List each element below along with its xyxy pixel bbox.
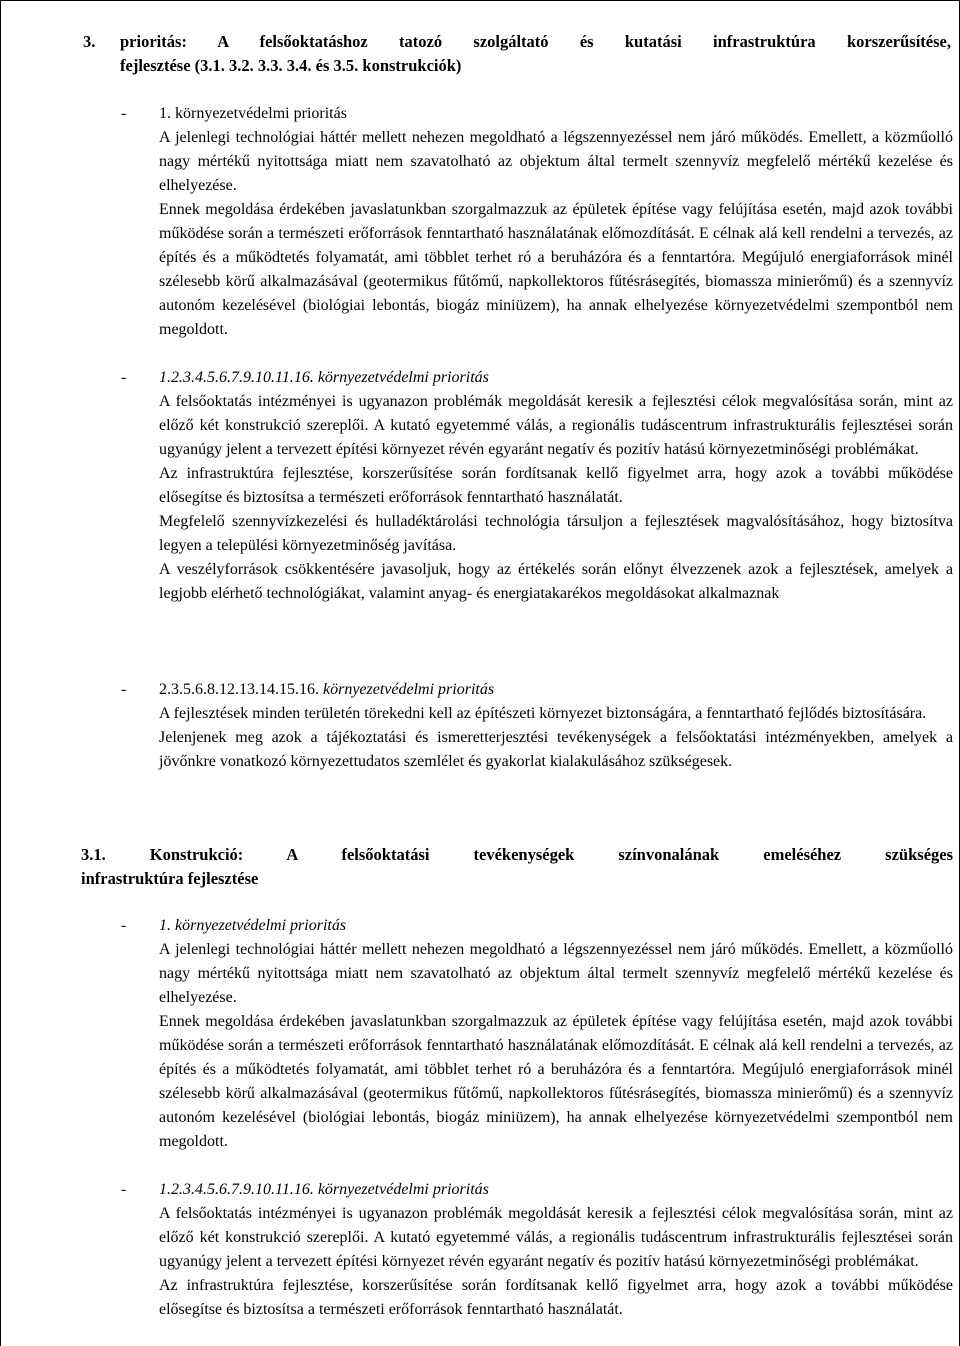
list-item	[121, 366, 953, 606]
list-dash: -	[121, 917, 127, 934]
item-paragraph: A fejlesztések minden területén törekedni kell az építészeti környezet biztonságára, a fenntartható fejlődés biztosítására.	[159, 705, 927, 722]
item-paragraph: Jelenjenek meg azok a tájékoztatási és ismeretterjesztési tevékenységek a felsőoktatási intézményekben, amelyek a jövőnkre vonatkozó környezettudatos szemlélet és gyakorlat kialakulásához szükségesek.	[159, 729, 953, 770]
item-title: 1. környezetvédelmi prioritás	[159, 917, 347, 934]
item-paragraph: Ennek megoldása érdekében javaslatunkban szorgalmazzuk az épületek építése vagy felújítása esetén, majd azok további működése során a természeti erőforrások fenntartható használatának előmozdítását. E célnak alá kell rendelni a tervezés, az építés és a működtetés folyamatát, ami többlet terhet ró a beruházóra és a fenntartóra. Megújuló energiaforrások minél szélesebb körű alkalmazásával (geotermikus fűtőmű, napkollektoros fűtésrásegítés, biomassza minierőmű) és a szennyvíz autonóm kezelésével (biológiai lebontás, biogáz miniüzem), ha annak elhelyezése környezetvédelmi szempontból nem megoldott.	[159, 201, 953, 338]
item-paragraph: A felsőoktatás intézményei is ugyanazon problémák megoldását keresik a fejlesztési célok megvalósítása során, mint az előző két konstrukció szereplői. A kutató egyetemmé válás, a regionális tudáscentrum infrastrukturális fejlesztései során ugyanúgy jelent a tervezett építési környezet révén egyaránt negatív és pozitív hatású környezetminőségi problémákat.	[159, 1205, 953, 1270]
list-dash: -	[121, 1181, 127, 1198]
list-item	[121, 678, 953, 774]
list-item	[121, 102, 953, 342]
list-item	[121, 914, 953, 1154]
item-title: 1. környezetvédelmi prioritás	[159, 105, 347, 122]
section-3-1-number: 3.1.	[81, 845, 106, 864]
item-paragraph: A felsőoktatás intézményei is ugyanazon problémák megoldását keresik a fejlesztési célok megvalósítása során, mint az előző két konstrukció szereplői. A kutató egyetemmé válás, a regionális tudáscentrum infrastrukturális fejlesztései során ugyanúgy jelent a tervezett építési környezet révén egyaránt negatív és pozitív hatású környezetminőségi problémákat.	[159, 393, 953, 458]
item-title: 1.2.3.4.5.6.7.9.10.11.16. környezetvédelmi prioritás	[159, 1181, 489, 1198]
section-3-1-heading	[81, 843, 953, 891]
item-title-number: 2.3.5.6.8.12.13.14.15.16.	[159, 681, 319, 698]
item-paragraph: Az infrastruktúra fejlesztése, korszerűsítése során fordítsanak kellő figyelmet arra, hogy azok a további működése elősegítse és biztosítsa a természeti erőforrások fenntartható használatát.	[159, 1277, 953, 1318]
list-dash: -	[121, 681, 127, 698]
section-3-1-title-line2: infrastruktúra fejlesztése	[81, 869, 259, 888]
item-paragraph: Megfelelő szennyvízkezelési és hulladéktárolási technológia társuljon a fejlesztések magvalósításához, hogy biztosítva legyen a települési környezetminőség javítása.	[159, 513, 953, 554]
section-3-title-line1: prioritás: A felsőoktatáshoz tatozó szolgáltató és kutatási infrastruktúra korszerűsítése,	[120, 32, 951, 51]
item-paragraph: A veszélyforrások csökkentésére javasoljuk, hogy az értékelés során előnyt élvezzenek azok a fejlesztések, amelyek a legjobb elérhető technológiákat, valamint anyag- és energiatakarékos megoldásokat alkalmaznak	[159, 561, 953, 602]
list-dash: -	[121, 105, 127, 122]
section-3-title-line2: fejlesztése (3.1. 3.2. 3.3. 3.4. és 3.5. konstrukciók)	[120, 56, 462, 75]
section-3-1-title-line1	[81, 843, 953, 867]
section-3-number: 3.	[83, 32, 96, 51]
item-paragraph: A jelenlegi technológiai háttér mellett nehezen megoldható a légszennyezéssel nem járó működés. Emellett, a közműolló nagy mértékű nyitottsága miatt nem szavatolható az objektum által termelt szennyvíz megfelelő mértékű kezelése és elhelyezése.	[159, 941, 953, 1006]
list-dash: -	[121, 369, 127, 386]
item-title	[121, 678, 953, 702]
section-3-1-title: Konstrukció: A felsőoktatási tevékenységek színvonalának emeléséhez szükséges	[149, 845, 954, 864]
list-item	[121, 1178, 953, 1322]
item-title-text: környezetvédelmi prioritás	[323, 681, 495, 698]
item-title: 1.2.3.4.5.6.7.9.10.11.16. környezetvédelmi prioritás	[159, 369, 489, 386]
section-3-heading	[83, 30, 951, 78]
item-paragraph: Az infrastruktúra fejlesztése, korszerűsítése során fordítsanak kellő figyelmet arra, hogy azok a további működése elősegítse és biztosítsa a természeti erőforrások fenntartható használatát.	[159, 465, 953, 506]
item-paragraph: Ennek megoldása érdekében javaslatunkban szorgalmazzuk az épületek építése vagy felújítása esetén, majd azok további működése során a természeti erőforrások fenntartható használatának előmozdítását. E célnak alá kell rendelni a tervezés, az építés és a működtetés folyamatát, ami többlet terhet ró a beruházóra és a fenntartóra. Megújuló energiaforrások minél szélesebb körű alkalmazásával (geotermikus fűtőmű, napkollektoros fűtésrásegítés, biomassza minierőmű) és a szennyvíz autonóm kezelésével (biológiai lebontás, biogáz miniüzem), ha annak elhelyezése környezetvédelmi szempontból nem megoldott.	[159, 1013, 953, 1150]
item-paragraph: A jelenlegi technológiai háttér mellett nehezen megoldható a légszennyezéssel nem járó működés. Emellett, a közműolló nagy mértékű nyitottsága miatt nem szavatolható az objektum által termelt szennyvíz megfelelő mértékű kezelése és elhelyezése.	[159, 129, 953, 194]
